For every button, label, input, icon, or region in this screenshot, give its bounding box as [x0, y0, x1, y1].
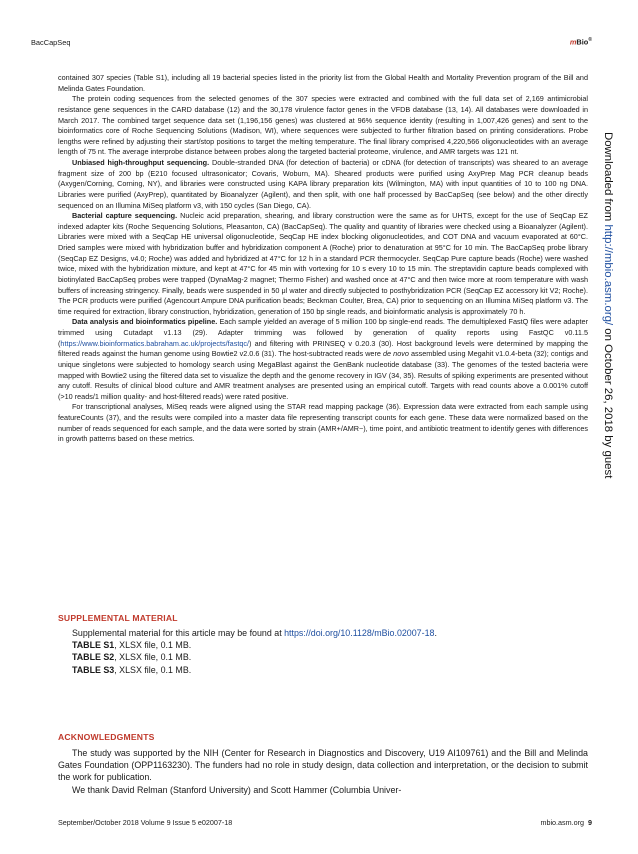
acknowledgments-thanks: We thank David Relman (Stanford University) and Scott Hammer (Columbia Univer- — [72, 784, 402, 795]
supplemental-heading: SUPPLEMENTAL MATERIAL — [58, 613, 178, 623]
journal-logo — [570, 37, 592, 46]
run-in-heading-capture: Bacterial capture sequencing. — [72, 211, 178, 221]
supplemental-intro — [58, 627, 588, 639]
footer-site-page — [540, 818, 592, 827]
methods-text — [58, 73, 588, 445]
paragraph-pipeline-text-c: assembled using Megahit v1.0.4-beta (32); contigs and unique singletons were subjected to homology search using MegaBlast against the GenBank nucleotide database (33). The genomes of the tested bacteria were mapped with Bowtie2 using the filtered data set to visualize the depth and the genome recovery in IGV (34, 35). Results of spiking experiments are presented without any cutoff. Results of clinical blood culture and AMR treatment analyses are presented using an empirical cutoff. Targets with read counts above a 0.001% cutoff (>10 reads/1 million quality- and host-filtered reads) were rated positive. — [58, 349, 588, 401]
table-desc: , XLSX file, 0.1 MB. — [114, 652, 192, 663]
fastqc-link[interactable]: https://www.bioinformatics.babraham.ac.uk/projects/fastqc/ — [60, 338, 250, 348]
paragraph-pipeline — [58, 317, 588, 402]
run-in-heading-pipeline: Data analysis and bioinformatics pipeline. — [72, 317, 218, 327]
download-watermark — [602, 132, 614, 478]
supplemental-table-s3[interactable] — [58, 664, 588, 676]
supplemental-table-s2[interactable] — [58, 651, 588, 663]
supplemental-doi-link[interactable]: https://doi.org/10.1128/mBio.02007-18 — [284, 628, 435, 638]
journal-logo-reg: ® — [588, 37, 592, 43]
page-number: 9 — [588, 818, 592, 827]
journal-logo-m: m — [569, 37, 577, 47]
paragraph-pipeline-italic: de novo — [383, 349, 409, 359]
acknowledgments-funding: The study was supported by the NIH (Center for Research in Diagnostics and Discovery, U19 AI109761) and the Bill and Melinda Gates Foundation (OPP1163230). The funders had no role in study design, data collection and interpretation, or the decision to submit the work for publication. — [58, 748, 588, 783]
table-label: TABLE S2 — [72, 652, 115, 663]
table-desc: , XLSX file, 0.1 MB. — [114, 664, 192, 675]
paragraph-pipeline-text-b: ) and filtering with PRINSEQ v 0.20.3 (30). Host background levels were determined by mapping the filtered reads against the human genome using Bowtie2 v2.0.6 (31). The host-subtracted reads were — [58, 338, 588, 359]
supplemental-intro-text: Supplemental material for this article may be found at — [72, 628, 285, 638]
download-suffix: on October 26, 2018 by guest — [602, 325, 614, 479]
download-prefix: Downloaded from — [602, 132, 614, 225]
paragraph-transcription: For transcriptional analyses, MiSeq reads were aligned using the STAR read mapping package (36). Expression data were extracted from each sample using featureCounts (37), and the results were compiled into a master data file representing transcript counts for each gene. These data were normalized based on the number of reads sequenced for each sample, and the data were sorted by strain (AMR+/AMR−), time point, and antibiotic treatment to identify genes with differences in growth patterns based on these metrics. — [58, 402, 588, 444]
running-title: BacCapSeq — [31, 38, 71, 47]
acknowledgments-heading: ACKNOWLEDGMENTS — [58, 732, 155, 742]
supplemental-section — [58, 627, 588, 676]
paragraph-pipeline-text-a: Each sample yielded an average of 5 million 100 bp single-end reads. The demultiplexed FastQ files were adapter trimmed using Cutadapt v1.13 (29). Adapter trimming was followed by generation of quality reports using FastQC v0.11.5 ( — [58, 317, 588, 348]
paragraph-uhts — [58, 158, 588, 211]
supplemental-table-s1[interactable] — [58, 639, 588, 651]
table-label: TABLE S1 — [72, 640, 115, 651]
acknowledgments-section — [58, 747, 588, 796]
download-link[interactable]: http://mbio.asm.org/ — [602, 224, 614, 326]
footer-issue: September/October 2018 Volume 9 Issue 5 e02007-18 — [58, 818, 233, 827]
paragraph-uhts-text: Double-stranded DNA (for detection of bacteria) or cDNA (for detection of transcripts) was sheared to an average fragment size of 200 bp (E210 focused ultrasonicator; Covaris, Woburn, MA). Sheared products were purified using AxyPrep Mag PCR cleanup beads (Axygen/Corning, Corning, NY), and libraries were constructed using KAPA library preparation kits (Wilmington, MA) with input quantities of 10 to 100 ng DNA. Libraries were purified (AxyPrep), quantitated by Bioanalyzer (Agilent), and then split, with one half processed by BacCapSeq (see below) and the other directly sequenced on an Illumina MiSeq platform v3, with 150 cycles (San Diego, CA). — [58, 158, 588, 210]
table-label: TABLE S3 — [72, 664, 115, 675]
paragraph-protein-coding: The protein coding sequences from the selected genomes of the 307 species were extracted and combined with the full data set of 2,169 antimicrobial resistance gene sequences in the CARD database (12) and the 30,178 virulence factor genes in the VFDB database (13, 14). All databases were downloaded in March 2017. The combined target sequence data set (1,196,156 genes) was clustered at 96% sequence identity (resulting in 1,007,426 genes) and sent to the bioinformatics core of Roche Sequencing Solutions (Madison, WI), where sequences were subjected to further filtration based on printing considerations. Probe lengths were refined by adjusting their start/stop positions to target the melting temperature. The final library comprised 4,220,566 oligonucleotides with an average length of 75 nt. The average interprobe distance between probes along the targeted bacterial proteome, virulence, and AMR targets was 121 nt. — [58, 94, 588, 157]
paragraph-capture — [58, 211, 588, 317]
run-in-heading-uhts: Unbiased high-throughput sequencing. — [72, 158, 210, 167]
table-desc: , XLSX file, 0.1 MB. — [114, 640, 192, 651]
supplemental-intro-end: . — [434, 628, 437, 638]
paragraph-capture-text: Nucleic acid preparation, shearing, and library construction were the same as for UHTS, except for the use of SeqCap EZ indexed adapter kits (Roche Sequencing Solutions, Pleasanton, CA) (BacCapSeq). The quality and quantity of libraries were checked using a Bioanalyzer (Agilent). Libraries were mixed with a SeqCap HE universal oligonucleotide, SeqCap HE index blocking oligonucleotides, and COT DNA and vacuum evaporated at 60°C. Dried samples were mixed with hybridization buffer and hybridization component A (Roche) prior to denaturation at 95°C for 10 min. The BacCapSeq probe library (SeqCap EZ Designs, v4.0; Roche) was added and hybridized at 47°C for 12 h in a standard PCR thermocycler. SeqCap Pure capture beads (Roche) were washed twice, mixed with the hybridization mixture, and kept at 47°C for 45 min with vortexing for 10 s every 10 to 15 min. The streptavidin capture beads complexed with biotinylated BacCapSeq probes were trapped (DynaMag-2 magnet; Thermo Fisher) and washed once at 47°C and then twice more at room temperature with wash buffers of increasing stringency. Finally, beads were suspended in 50 μl water and directly subjected to posthybridization PCR (SeqCap EZ accessory kit V2; Roche). The PCR products were purified (Agencourt Ampure DNA purification beads; Beckman Coulter, Brea, CA) prior to sequencing on an Illumina MiSeq platform v3. The time required for extraction, library construction, hybridization, generation of 150 bp single reads, and bioinformatic analysis is approximately 70 h. — [58, 211, 588, 316]
paragraph-species: contained 307 species (Table S1), including all 19 bacterial species listed in the priority list from the Global Health and Mortality Prevention program of the Bill and Melinda Gates Foundation. — [58, 73, 588, 93]
footer-site: mbio.asm.org — [540, 818, 584, 827]
journal-logo-rest: Bio — [576, 37, 589, 47]
